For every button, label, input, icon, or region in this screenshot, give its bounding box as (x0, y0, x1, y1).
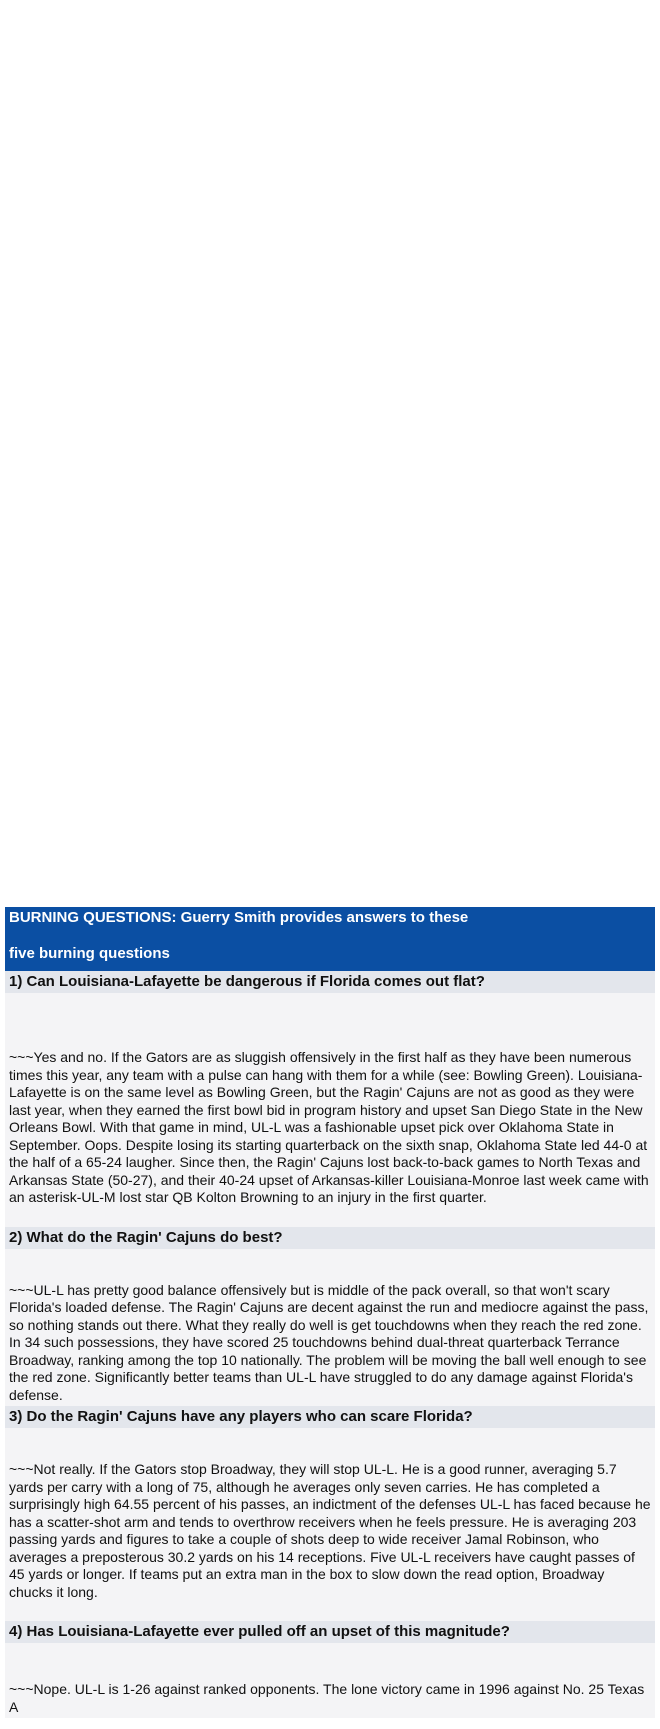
burning-questions-article (5, 907, 655, 1718)
question-2: 2) What do the Ragin' Cajuns do best? (5, 1227, 655, 1249)
answer-3: ~~~Not really. If the Gators stop Broadway, they will stop UL-L. He is a good runner, averaging 5.7 yards per carry with a long of 75, although he averages only seven carries. He has completed a surprisingly high 64.55 percent of his passes, an indictment of the defenses UL-L has faced because he has a scatter-shot arm and tends to overthrow receivers when he feels pressure. He is averaging 203 passing yards and figures to take a couple of shots deep to wide receiver Jamal Robinson, who averages a preposterous 30.2 yards on his 14 receptions. Five UL-L receivers have caught passes of 45 yards or longer. If teams put an extra man in the box to slow down the read option, Broadway chucks it long. (5, 1428, 655, 1621)
answer-4: ~~~Nope. UL-L is 1-26 against ranked opponents. The lone victory came in 1996 against No. 25 Texas A (5, 1643, 655, 1718)
question-3: 3) Do the Ragin' Cajuns have any players who can scare Florida? (5, 1406, 655, 1428)
section-banner (5, 907, 655, 971)
answer-1: ~~~Yes and no. If the Gators are as sluggish offensively in the first half as they have been numerous times this year, any team with a pulse can hang with them for a while (see: Bowling Green). Louisiana-Lafayette is on the same level as Bowling Green, but the Ragin' Cajuns are not as good as they were last year, when they earned the first bowl bid in program history and upset San Diego State in the New Orleans Bowl. With that game in mind, UL-L was a fashionable upset pick over Oklahoma State in September. Oops. Despite losing its starting quarterback on the sixth snap, Oklahoma State led 44-0 at the half of a 65-24 laugher. Since then, the Ragin' Cajuns lost back-to-back games to North Texas and Arkansas State (50-27), and their 40-24 upset of Arkansas-killer Louisiana-Monroe last week came with an asterisk-UL-M lost star QB Kolton Browning to an injury in the first quarter. (5, 993, 655, 1227)
banner-title-line-2: five burning questions (9, 945, 170, 962)
question-4: 4) Has Louisiana-Lafayette ever pulled off an upset of this magnitude? (5, 1621, 655, 1643)
banner-title-line-1: BURNING QUESTIONS: Guerry Smith provides answers to these (9, 909, 469, 926)
answer-2: ~~~UL-L has pretty good balance offensively but is middle of the pack overall, so that won't scary Florida's loaded defense. The Ragin' Cajuns are decent against the run and mediocre against the pass, so nothing stands out there. What they really do well is get touchdowns when they reach the red zone. In 34 such possessions, they have scored 25 touchdowns behind dual-threat quarterback Terrance Broadway, ranking among the top 10 nationally. The problem will be moving the ball well enough to see the red zone. Significantly better teams than UL-L have struggled to do any damage against Florida's defense. (5, 1249, 655, 1407)
question-1: 1) Can Louisiana-Lafayette be dangerous if Florida comes out flat? (5, 971, 655, 993)
